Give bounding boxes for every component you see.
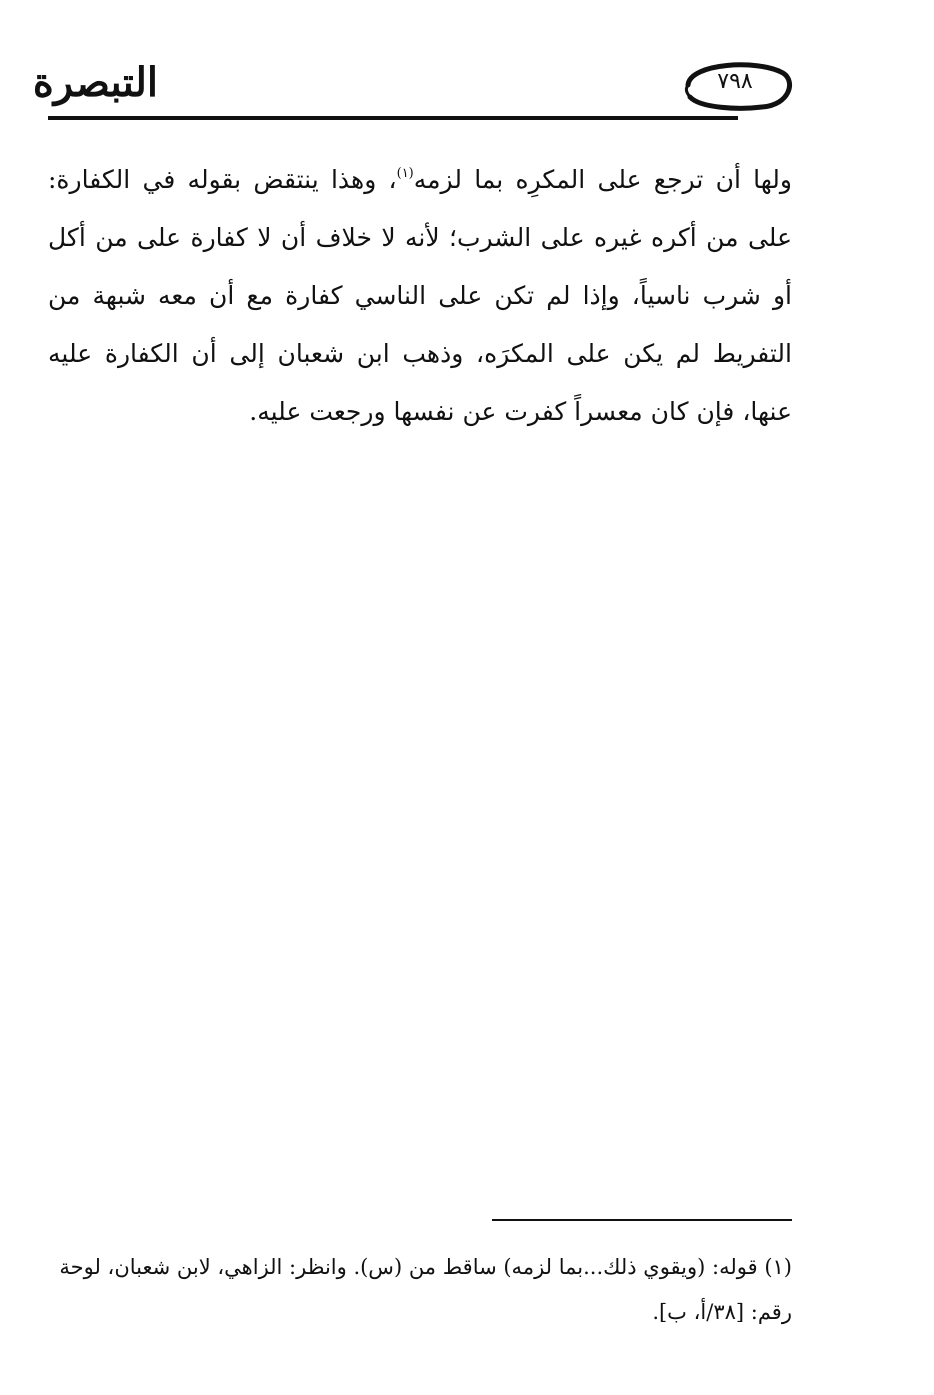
footnote-item: (١) قوله: (ويقوي ذلك...بما لزمه) ساقط من (س). وانظر: الزاهي، لابن شعبان، لوحة رقم: [٣٨/أ، ب]. xyxy=(59,1255,792,1324)
main-paragraph xyxy=(48,151,792,441)
body-text-part-2: ، وهذا ينتقض بقوله في الكفارة: على من أكره غيره على الشرب؛ لأنه لا خلاف أن لا كفارة على من أكل أو شرب ناسياً، وإذا لم تكن على الناسي كفارة مع أن معه شبهة من التفريط لم يكن على المكرَه، وذهب ابن شعبان إلى أن الكفارة عليه عنها، فإن كان معسراً كفرت عن نفسها ورجعت عليه. xyxy=(48,165,792,426)
header-rule xyxy=(48,116,738,120)
book-title: التبصرة xyxy=(32,59,158,106)
footnote-separator xyxy=(492,1219,792,1221)
page-header xyxy=(32,52,796,124)
page-number-badge xyxy=(680,55,796,115)
body-text-part-1: ولها أن ترجع على المكرِه بما لزمه xyxy=(413,165,792,194)
page-number: ٧٩٨ xyxy=(717,69,753,94)
footnote-reference: (١) xyxy=(396,165,414,181)
footnote-section xyxy=(48,1245,792,1335)
